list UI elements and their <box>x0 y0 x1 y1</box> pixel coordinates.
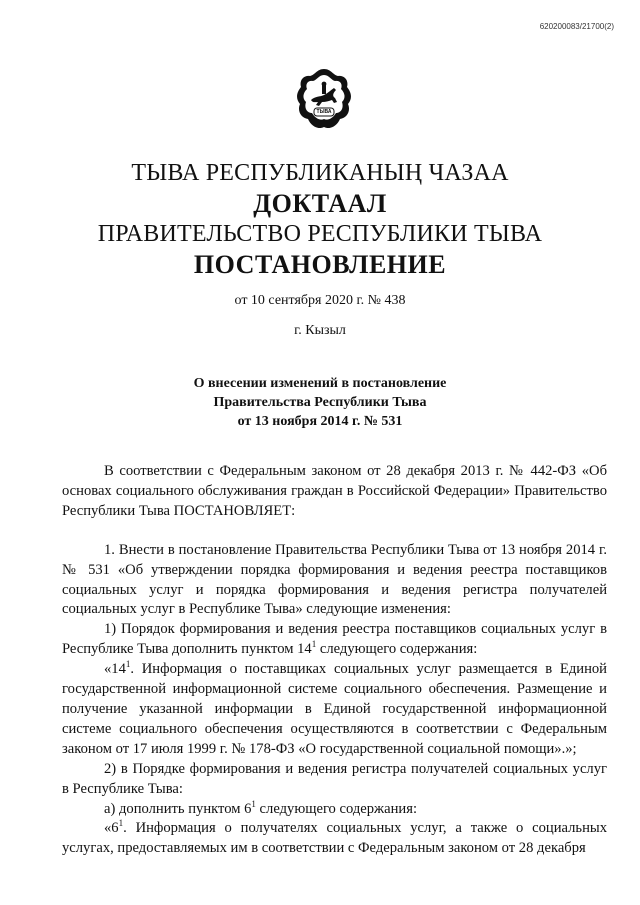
paragraph-item-1-1: 1) Порядок формирования и ведения реестра поставщиков социальных услуг в Республике Тыва дополнить пунктом $14^1$ следующего содержания: <box>62 621 607 658</box>
paragraph-clause-6-1: «$6^1$. Информация о получателях социальных услуг, а также о социальных услугах, предоставляемых им в соответствии с Федеральным законом от 28 декабря <box>62 818 607 857</box>
document-date-line: от 10 сентября 2020 г. № 438 <box>234 293 406 308</box>
paragraph-item-1-2: 2) в Порядке формирования и ведения регистра получателей социальных услуг в Республике Тыва: <box>62 760 607 797</box>
subject-line: от 13 ноября 2014 г. № 531 <box>237 414 403 429</box>
subject-heading <box>0 374 640 431</box>
document-city: г. Кызыл <box>294 323 346 338</box>
paragraph-preamble: В соответствии с Федеральным законом от 28 декабря 2013 г. № 442-ФЗ «Об основах социального обслуживания граждан в Российской Федерации» Правительство Республики Тыва ПОСТАНОВЛЯЕТ: <box>62 463 607 519</box>
doc-type-tuvan: ДОКТААЛ <box>253 189 387 218</box>
doc-type-russian: ПОСТАНОВЛЕНИЕ <box>193 250 447 279</box>
emblem-label: ТЫВА <box>316 109 332 115</box>
title-russian: ПРАВИТЕЛЬСТВО РЕСПУБЛИКИ ТЫВА <box>97 221 543 247</box>
paragraph-item-1-2-a: а) дополнить пунктом $6^1$ следующего содержания: <box>104 798 418 817</box>
subject-line: Правительства Республики Тыва <box>213 395 427 410</box>
subject-line: О внесении изменений в постановление <box>193 376 447 391</box>
document-number: 620200083/21700(2) <box>539 22 614 31</box>
document-body <box>62 462 607 859</box>
tuva-emblem-icon <box>291 66 357 134</box>
paragraph-clause-14-1: «$14^1$. Информация о поставщиках социальных услуг размещается в Единой государственной информационной системе социального обеспечения. Размещение и получение указанной информации в Единой государственной информационной системе социального обеспечения осуществляются в соответствии с Федеральным законом от 17 июля 1999 г. № 178-ФЗ «О государственной социальной помощи».»; <box>62 659 607 757</box>
paragraph-item-1: 1. Внести в постановление Правительства Республики Тыва от 13 ноября 2014 г. № 531 «Об утверждении порядка формирования и ведения реестра поставщиков социальных услуг и порядка формирования и ведения регистра получателей социальных услуг в Республике Тыва» следующие изменения: <box>62 541 607 618</box>
title-tuvan: ТЫВА РЕСПУБЛИКАНЫҢ ЧАЗАА <box>131 160 509 186</box>
